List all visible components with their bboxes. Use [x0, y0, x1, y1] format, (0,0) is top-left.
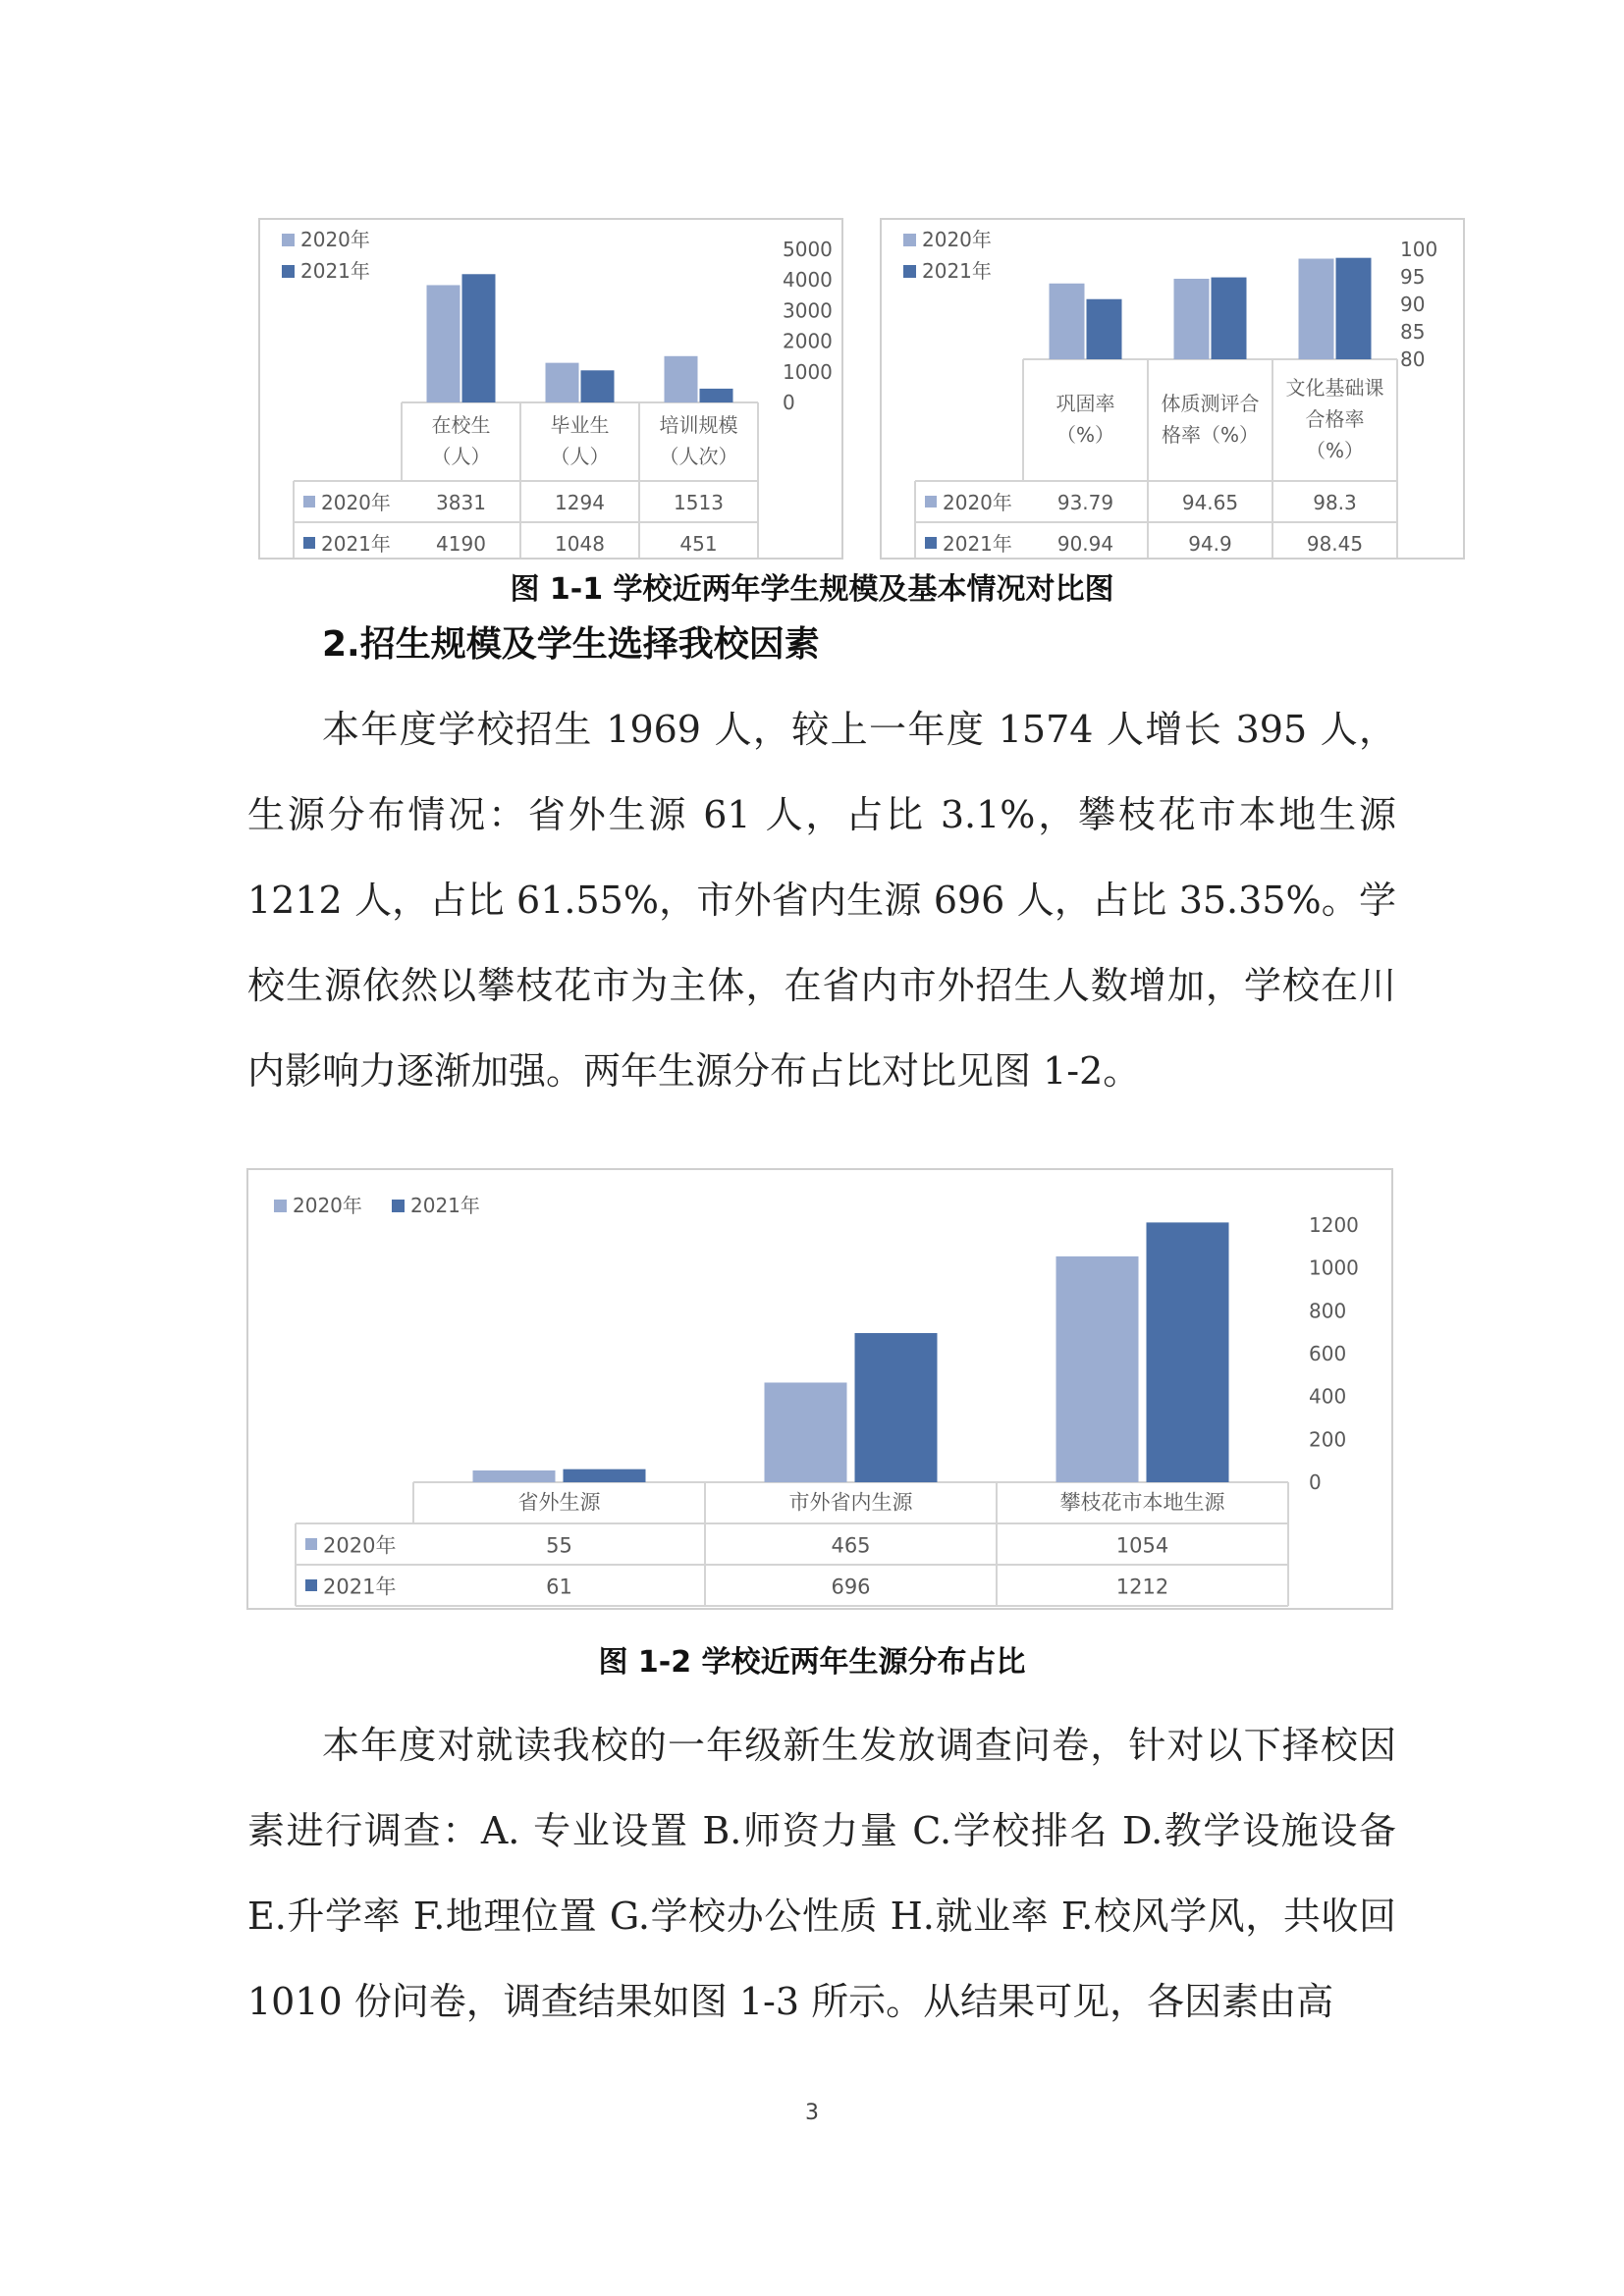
source-legend-swatch	[392, 1200, 405, 1212]
rates-category-label: （%）	[1056, 423, 1115, 447]
rates-row-swatch	[925, 496, 937, 507]
chart-basic-rates	[880, 218, 1465, 560]
rates-category-label: 合格率	[1305, 407, 1365, 431]
chart-student-scale-svg	[260, 220, 841, 558]
rates-bar-2020	[1299, 259, 1334, 359]
scale-data-label: 1294	[555, 491, 605, 514]
chart-student-scale	[258, 218, 843, 560]
scale-data-label: 1048	[555, 532, 605, 556]
source-row-label: 2021年	[323, 1575, 397, 1599]
paragraph-enrollment: 本年度学校招生 1969 人，较上一年度 1574 人增长 395 人，生源分布情况：省外生源 61 人，占比 3.1%，攀枝花市本地生源 1212 人，占比 61.55%，市外省内生源 696 人，占比 35.35%。学校生源依然以攀枝花市为主体，在省内市外招生人数增加，学校在川内影响力逐渐加强。两年生源分布占比对比见图 1-2。	[247, 708, 1396, 1093]
source-category-label: 攀枝花市本地生源	[1059, 1490, 1225, 1515]
chart-student-source	[246, 1168, 1393, 1610]
scale-category-label: 在校生	[431, 413, 491, 437]
source-category-label: 市外省内生源	[788, 1490, 913, 1515]
section-heading: 2.招生规模及学生选择我校因素	[322, 624, 820, 665]
scale-y-tick: 2000	[783, 329, 833, 353]
source-row-label: 2020年	[323, 1533, 397, 1558]
scale-legend-swatch	[282, 234, 295, 246]
scale-category-label: （人）	[550, 445, 610, 468]
source-row-swatch	[305, 1579, 317, 1591]
source-y-tick: 1200	[1309, 1213, 1359, 1237]
rates-y-tick: 95	[1400, 265, 1426, 289]
scale-bar-2020	[665, 356, 698, 402]
scale-y-tick: 3000	[783, 298, 833, 323]
scale-data-label: 1513	[674, 491, 724, 514]
rates-y-tick: 100	[1400, 238, 1438, 261]
rates-data-label: 94.9	[1188, 532, 1232, 556]
rates-category-label: 体质测评合	[1161, 392, 1260, 415]
source-data-label: 696	[831, 1575, 871, 1599]
rates-legend-label: 2021年	[922, 259, 992, 283]
scale-bar-2020	[427, 285, 460, 402]
paragraph-survey: 本年度对就读我校的一年级新生发放调查问卷，针对以下择校因素进行调查：A. 专业设置 B.师资力量 C.学校排名 D.教学设施设备 E.升学率 F.地理位置 G.学校办公性质 H.就业率 F.校风学风，共收回 1010 份问卷，调查结果如图 1-3 所示。从结果可见，各因素由高	[247, 1724, 1396, 2023]
rates-y-tick: 80	[1400, 347, 1426, 371]
page-number: 3	[805, 2101, 819, 2125]
source-legend-swatch	[274, 1200, 287, 1212]
rates-bar-2020	[1174, 279, 1210, 359]
source-row-swatch	[305, 1538, 317, 1550]
scale-category-label: （人）	[431, 445, 491, 468]
rates-data-label: 94.65	[1181, 491, 1239, 514]
scale-category-label: 毕业生	[550, 413, 610, 437]
source-y-tick: 200	[1309, 1427, 1347, 1452]
scale-legend-swatch	[282, 265, 295, 278]
scale-legend-label: 2021年	[300, 259, 370, 283]
rates-row-label: 2021年	[943, 532, 1012, 556]
source-y-tick: 400	[1309, 1384, 1347, 1409]
source-data-label: 1054	[1115, 1533, 1169, 1558]
source-y-tick: 600	[1309, 1342, 1347, 1365]
scale-y-tick: 1000	[783, 359, 833, 384]
rates-bar-2021	[1212, 278, 1247, 359]
source-y-tick: 1000	[1309, 1255, 1359, 1280]
source-data-label: 465	[831, 1533, 871, 1558]
chart-basic-rates-svg	[882, 220, 1463, 558]
rates-bar-2020	[1050, 284, 1085, 359]
scale-legend-label: 2020年	[300, 228, 370, 251]
scale-category-label: 培训规模	[659, 413, 738, 437]
source-bar-2021	[855, 1333, 938, 1482]
rates-data-label: 98.3	[1313, 491, 1357, 514]
rates-y-tick: 85	[1400, 320, 1426, 344]
source-bar-2021	[564, 1469, 646, 1482]
source-legend-label: 2021年	[410, 1194, 480, 1217]
rates-legend-swatch	[903, 234, 916, 246]
source-data-label: 55	[546, 1533, 572, 1558]
scale-data-label: 4190	[436, 532, 486, 556]
scale-data-label: 451	[679, 532, 718, 556]
rates-row-label: 2020年	[943, 491, 1012, 514]
source-y-tick: 800	[1309, 1299, 1347, 1323]
rates-category-label: 格率（%）	[1161, 423, 1260, 447]
scale-y-tick: 5000	[783, 238, 833, 261]
scale-y-tick: 0	[783, 391, 795, 414]
rates-data-label: 93.79	[1056, 491, 1114, 514]
source-bar-2021	[1147, 1222, 1229, 1482]
rates-category-label: 巩固率	[1056, 392, 1115, 415]
rates-row-swatch	[925, 537, 937, 549]
source-bar-2020	[1056, 1256, 1139, 1482]
source-legend-label: 2020年	[293, 1194, 362, 1217]
scale-row-swatch	[303, 496, 315, 507]
rates-y-tick: 90	[1400, 293, 1426, 316]
source-data-label: 61	[546, 1575, 572, 1599]
source-bar-2020	[765, 1382, 847, 1482]
rates-bar-2021	[1087, 299, 1122, 359]
scale-row-label: 2021年	[321, 532, 391, 556]
rates-data-label: 98.45	[1306, 532, 1364, 556]
rates-legend-label: 2020年	[922, 228, 992, 251]
rates-data-label: 90.94	[1056, 532, 1114, 556]
figure-1-1-caption: 图 1-1 学校近两年学生规模及基本情况对比图	[510, 572, 1114, 607]
source-category-label: 省外生源	[517, 1490, 601, 1515]
scale-bar-2021	[700, 389, 733, 402]
scale-bar-2021	[581, 370, 615, 402]
scale-bar-2021	[462, 274, 496, 402]
scale-data-label: 3831	[436, 491, 486, 514]
rates-legend-swatch	[903, 265, 916, 278]
scale-bar-2020	[546, 363, 579, 402]
scale-row-swatch	[303, 537, 315, 549]
rates-category-label: 文化基础课	[1285, 376, 1384, 400]
rates-bar-2021	[1336, 258, 1372, 359]
source-y-tick: 0	[1309, 1470, 1322, 1494]
scale-category-label: （人次）	[659, 445, 738, 468]
rates-category-label: （%）	[1305, 439, 1365, 462]
scale-y-tick: 4000	[783, 268, 833, 293]
scale-row-label: 2020年	[321, 491, 391, 514]
source-data-label: 1212	[1115, 1575, 1169, 1599]
source-bar-2020	[473, 1470, 556, 1482]
chart-student-source-svg	[248, 1170, 1391, 1608]
figure-1-2-caption: 图 1-2 学校近两年生源分布占比	[598, 1645, 1026, 1680]
